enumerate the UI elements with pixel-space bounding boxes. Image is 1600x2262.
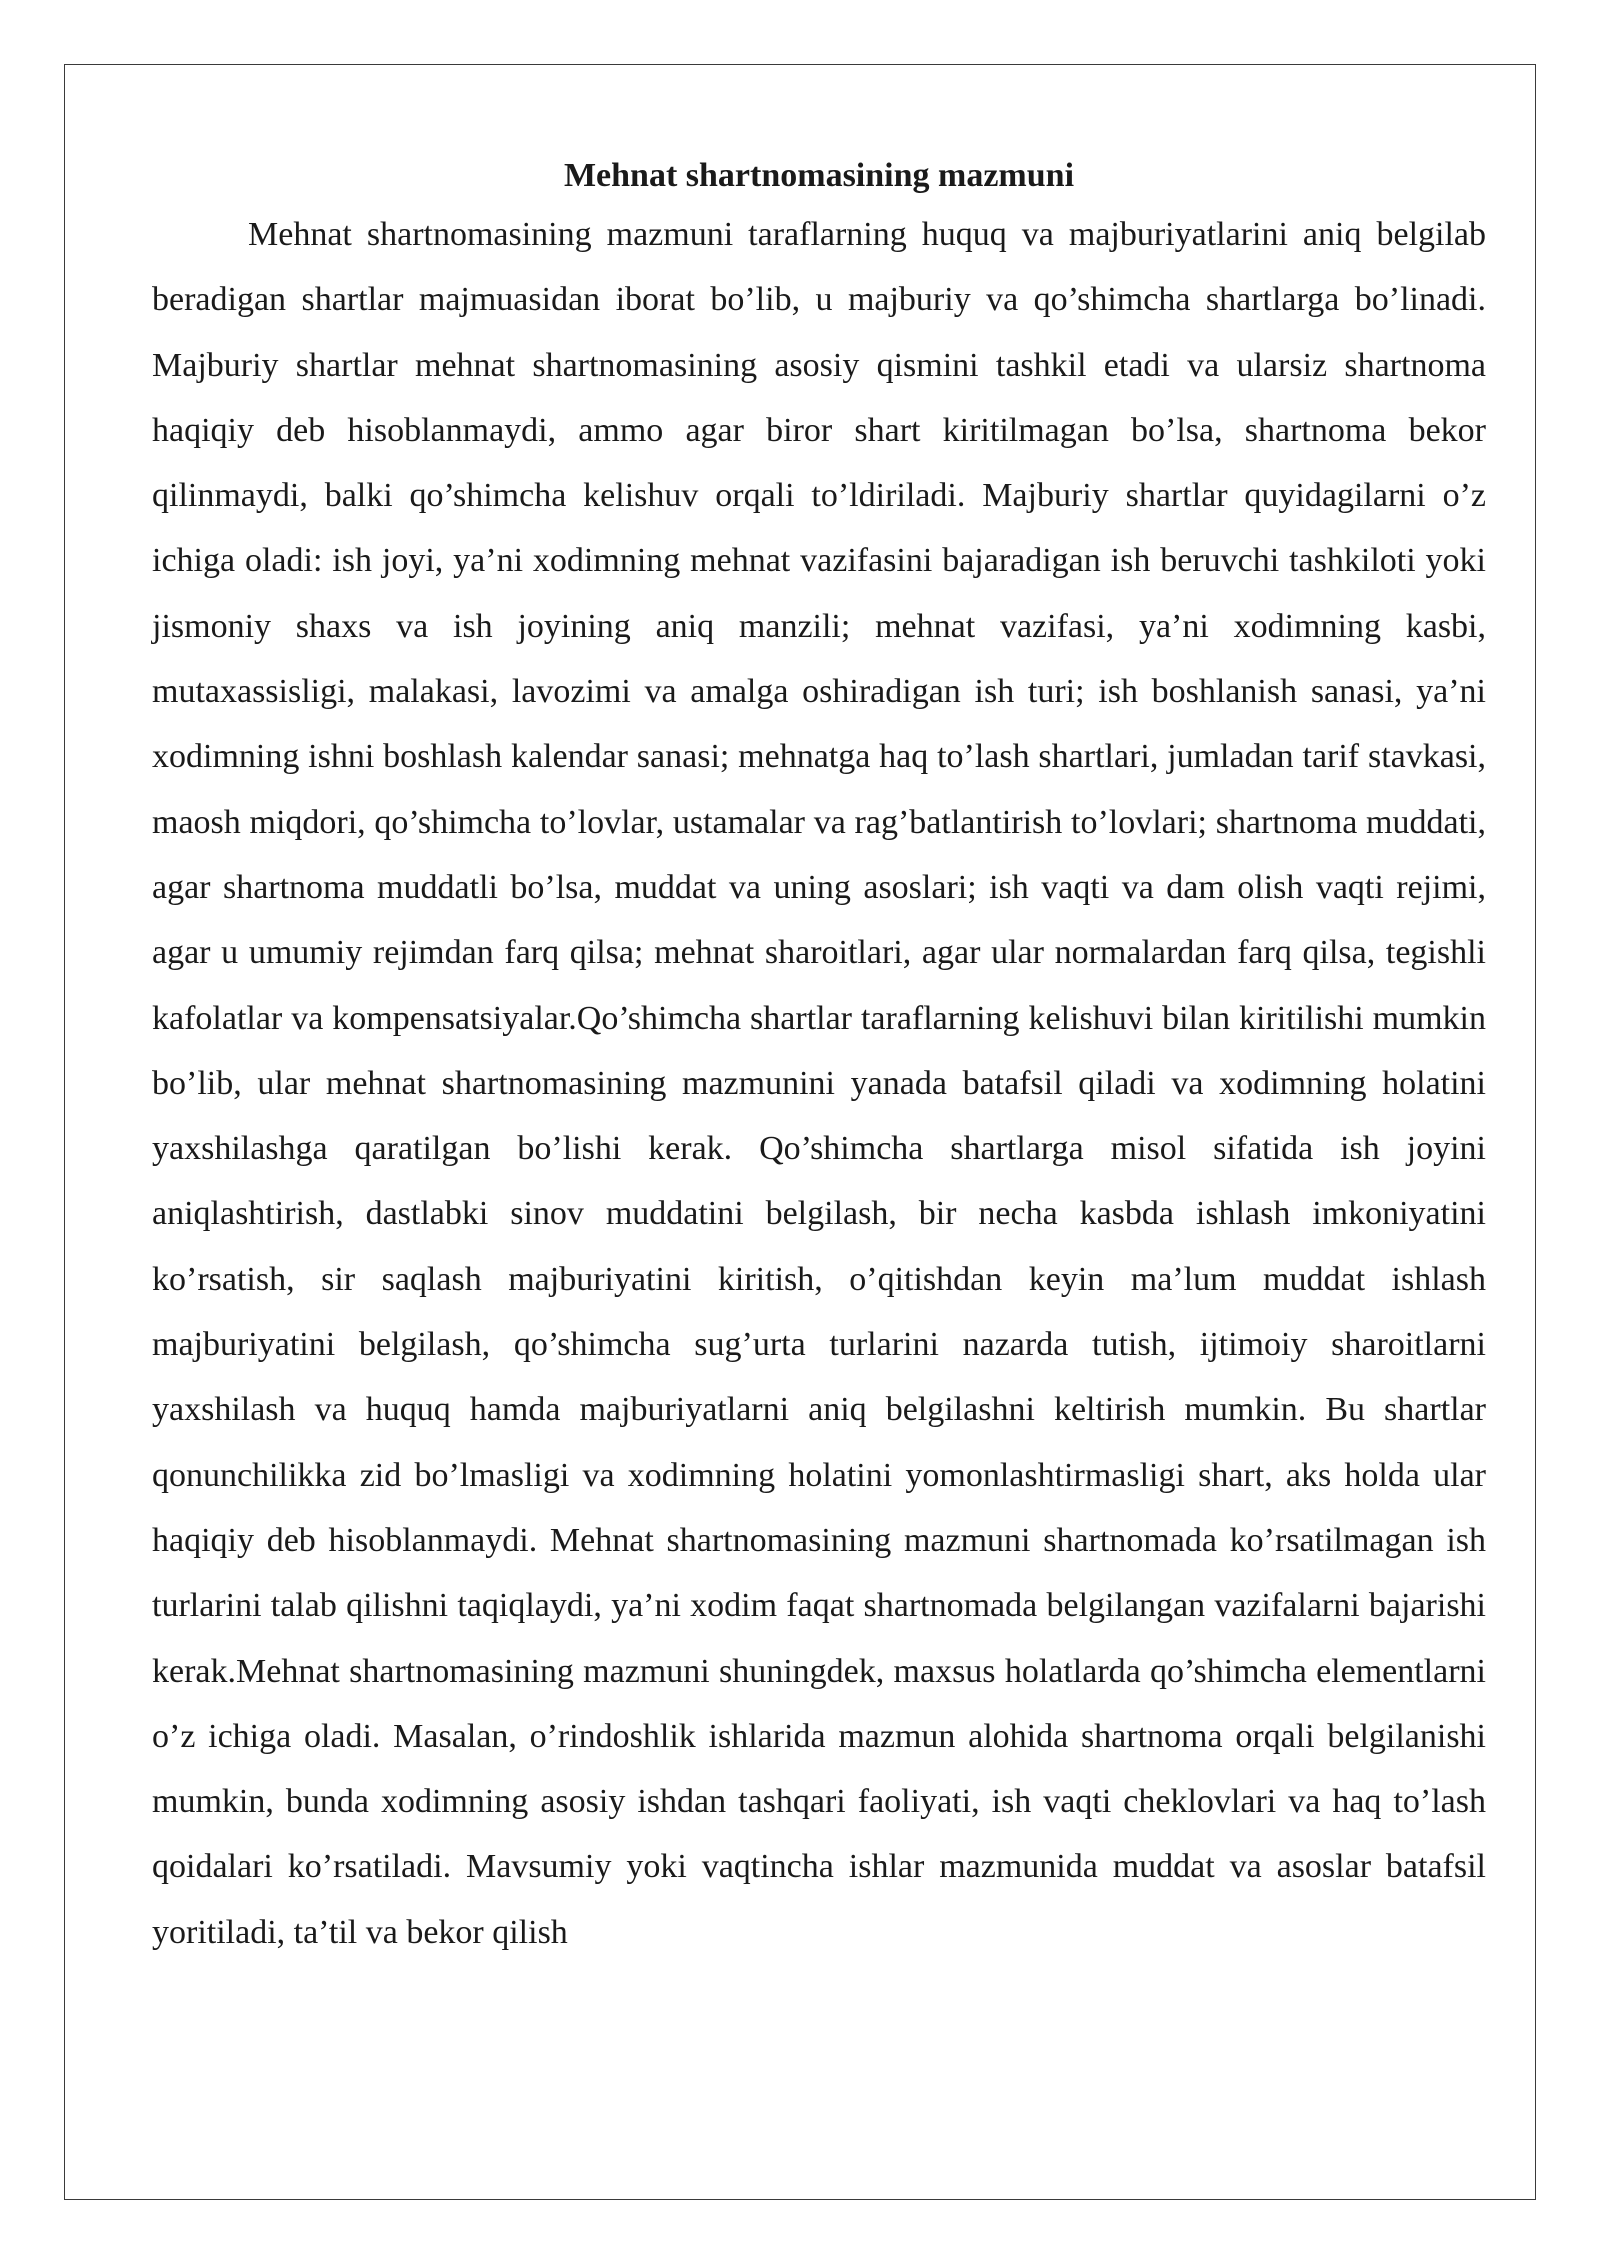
document-title: Mehnat shartnomasining mazmuni [563,157,1075,194]
document-body [152,150,1486,1965]
body-paragraph: Mehnat shartnomasining mazmuni taraflarning huquq va majburiyatlarini aniq belgilab beradigan shartlar majmuasidan iborat bo’lib, u majburiy va qo’shimcha shartlarga bo’linadi. Majburiy shartlar mehnat shartnomasining asosiy qismini tashkil etadi va ularsiz shartnoma haqiqiy deb hisoblanmaydi, ammo agar biror shart kiritilmagan bo’lsa, shartnoma bekor qilinmaydi, balki qo’shimcha kelishuv orqali to’ldiriladi. Majburiy shartlar quyidagilarni o’z ichiga oladi: ish joyi, ya’ni xodimning mehnat vazifasini bajaradigan ish beruvchi tashkiloti yoki jismoniy shaxs va ish joyining aniq manzili; mehnat vazifasi, ya’ni xodimning kasbi, mutaxassisligi, malakasi, lavozimi va amalga oshiradigan ish turi; ish boshlanish sanasi, ya’ni xodimning ishni boshlash kalendar sanasi; mehnatga haq to’lash shartlari, jumladan tarif stavkasi, maosh miqdori, qo’shimcha to’lovlar, ustamalar va rag’batlantirish to’lovlari; shartnoma muddati, agar shartnoma muddatli bo’lsa, muddat va uning asoslari; ish vaqti va dam olish vaqti rejimi, agar u umumiy rejimdan farq qilsa; mehnat sharoitlari, agar ular normalardan farq qilsa, tegishli kafolatlar va kompensatsiyalar.Qo’shimcha shartlar taraflarning kelishuvi bilan kiritilishi mumkin bo’lib, ular mehnat shartnomasining mazmunini yanada batafsil qiladi va xodimning holatini yaxshilashga qaratilgan bo’lishi kerak. Qo’shimcha shartlarga misol sifatida ish joyini aniqlashtirish, dastlabki sinov muddatini belgilash, bir necha kasbda ishlash imkoniyatini ko’rsatish, sir saqlash majburiyatini kiritish, o’qitishdan keyin ma’lum muddat ishlash majburiyatini belgilash, qo’shimcha sug’urta turlarini nazarda tutish, ijtimoiy sharoitlarni yaxshilash va huquq hamda majburiyatlarni aniq belgilashni keltirish mumkin. Bu shartlar qonunchilikka zid bo’lmasligi va xodimning holatini yomonlashtirmasligi shart, aks holda ular haqiqiy deb hisoblanmaydi. Mehnat shartnomasining mazmuni shartnomada ko’rsatilmagan ish turlarini talab qilishni taqiqlaydi, ya’ni xodim faqat shartnomada belgilangan vazifalarni bajarishi kerak.Mehnat shartnomasining mazmuni shuningdek, maxsus holatlarda qo’shimcha elementlarni o’z ichiga oladi. Masalan, o’rindoshlik ishlarida mazmun alohida shartnoma orqali belgilanishi mumkin, bunda xodimning asosiy ishdan tashqari faoliyati, ish vaqti cheklovlari va haq to’lash qoidalari ko’rsatiladi. Mavsumiy yoki vaqtincha ishlar mazmunida muddat va asoslar batafsil yoritiladi, ta’til va bekor qilish [152,216,1486,1951]
